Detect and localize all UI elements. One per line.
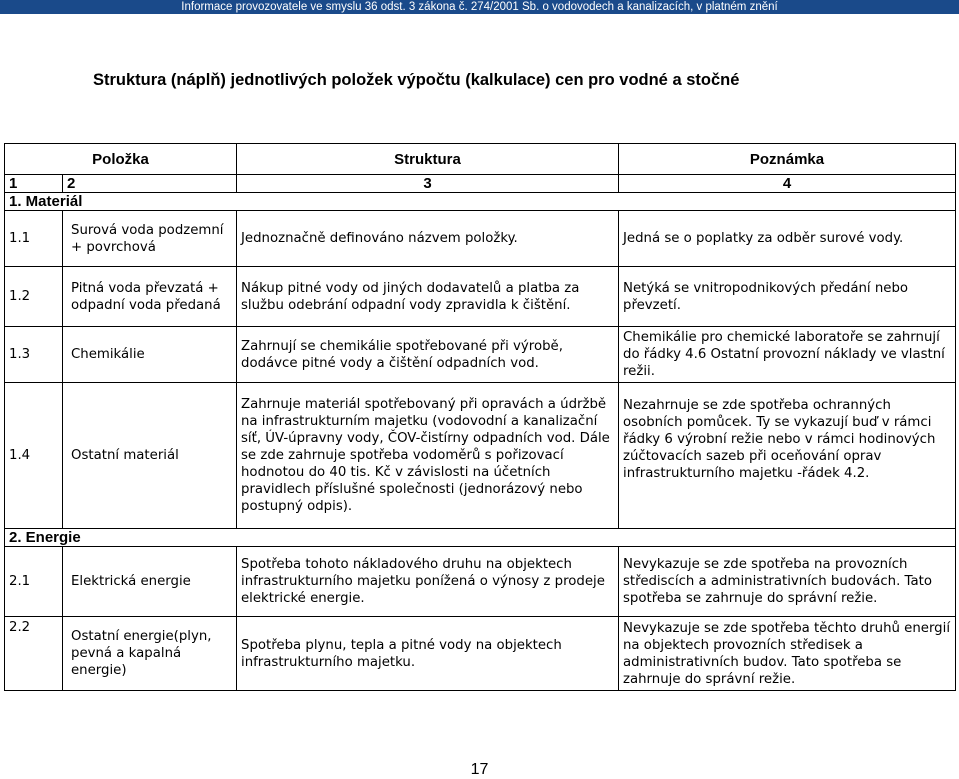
section-energie: 2. Energie [5,529,956,547]
page-number: 17 [470,761,489,778]
row-index: 2.1 [5,547,63,617]
document-title: Struktura (náplň) jednotlivých položek výpočtu (kalkulace) cen pro vodné a stočné [93,71,740,89]
section-row-material [5,193,956,211]
table-row [5,383,956,529]
table-row [5,327,956,383]
row-index: 1.3 [5,327,63,383]
row-structure: Zahrnuje materiál spotřebovaný při opravách a údržbě na infrastrukturním majetku (vodovodní a kanalizační síť, ÚV-úpravny vody, ČOV-čistírny odpadních vod. Dále se zde zahrnuje spotřeba vodoměrů s pořizovací hodnotou do 40 tis. Kč v závislosti na účetních pravidlech příslušné společnosti (jednorázový nebo postupný odpis). [237,383,619,529]
table-row [5,211,956,267]
row-note: Nevykazuje se zde spotřeba těchto druhů energií na objektech provozních středisek a administrativních budov. Tato spotřeba se zahrnuje do správní režie. [619,617,956,691]
row-name: Pitná voda převzatá + odpadní voda předaná [63,267,237,327]
row-index: 1.2 [5,267,63,327]
header-struktura: Struktura [237,144,619,175]
calculation-structure-table [4,143,956,691]
row-index: 1.1 [5,211,63,267]
row-structure: Spotřeba plynu, tepla a pitné vody na objektech infrastrukturního majetku. [237,617,619,691]
column-number-3: 3 [237,175,619,193]
row-note: Nezahrnuje se zde spotřeba ochranných osobních pomůcek. Ty se vykazují buď v rámci řádky 6 výrobní režie nebo v rámci hodinových zúčtovacích sazeb při oceňování oprav infrastrukturního majetku -řádek 4.2. [619,383,956,529]
row-note: Nevykazuje se zde spotřeba na provozních střediscích a administrativních budovách. Tato spotřeba se zahrnuje do správní režie. [619,547,956,617]
row-note: Jedná se o poplatky za odběr surové vody. [619,211,956,267]
header-poznamka: Poznámka [619,144,956,175]
row-name: Elektrická energie [63,547,237,617]
column-number-row [5,175,956,193]
table-header-row [5,144,956,175]
running-header: Informace provozovatele ve smyslu 36 odst. 3 zákona č. 274/2001 Sb. o vodovodech a kanalizacích, v platném znění [0,0,959,14]
row-name: Ostatní energie(plyn, pevná a kapalná energie) [63,617,237,691]
row-name: Surová voda podzemní + povrchová [63,211,237,267]
row-name: Chemikálie [63,327,237,383]
row-structure: Nákup pitné vody od jiných dodavatelů a platba za službu odebrání odpadní vody zpravidla k čištění. [237,267,619,327]
row-index: 1.4 [5,383,63,529]
row-name: Ostatní materiál [63,383,237,529]
row-note: Netýká se vnitropodnikových předání nebo převzetí. [619,267,956,327]
column-number-4: 4 [619,175,956,193]
row-structure: Zahrnují se chemikálie spotřebované při výrobě, dodávce pitné vody a čištění odpadních vod. [237,327,619,383]
row-structure: Spotřeba tohoto nákladového druhu na objektech infrastrukturního majetku ponížená o výnosy z prodeje elektrické energie. [237,547,619,617]
column-number-2: 2 [63,175,237,193]
header-polozka: Položka [5,144,237,175]
section-material: 1. Materiál [5,193,956,211]
row-index: 2.2 [5,617,63,691]
section-row-energie [5,529,956,547]
table-row [5,267,956,327]
column-number-1: 1 [5,175,63,193]
table-row [5,547,956,617]
table-row [5,617,956,691]
row-structure: Jednoznačně definováno názvem položky. [237,211,619,267]
row-note: Chemikálie pro chemické laboratoře se zahrnují do řádky 4.6 Ostatní provozní náklady ve vlastní režii. [619,327,956,383]
